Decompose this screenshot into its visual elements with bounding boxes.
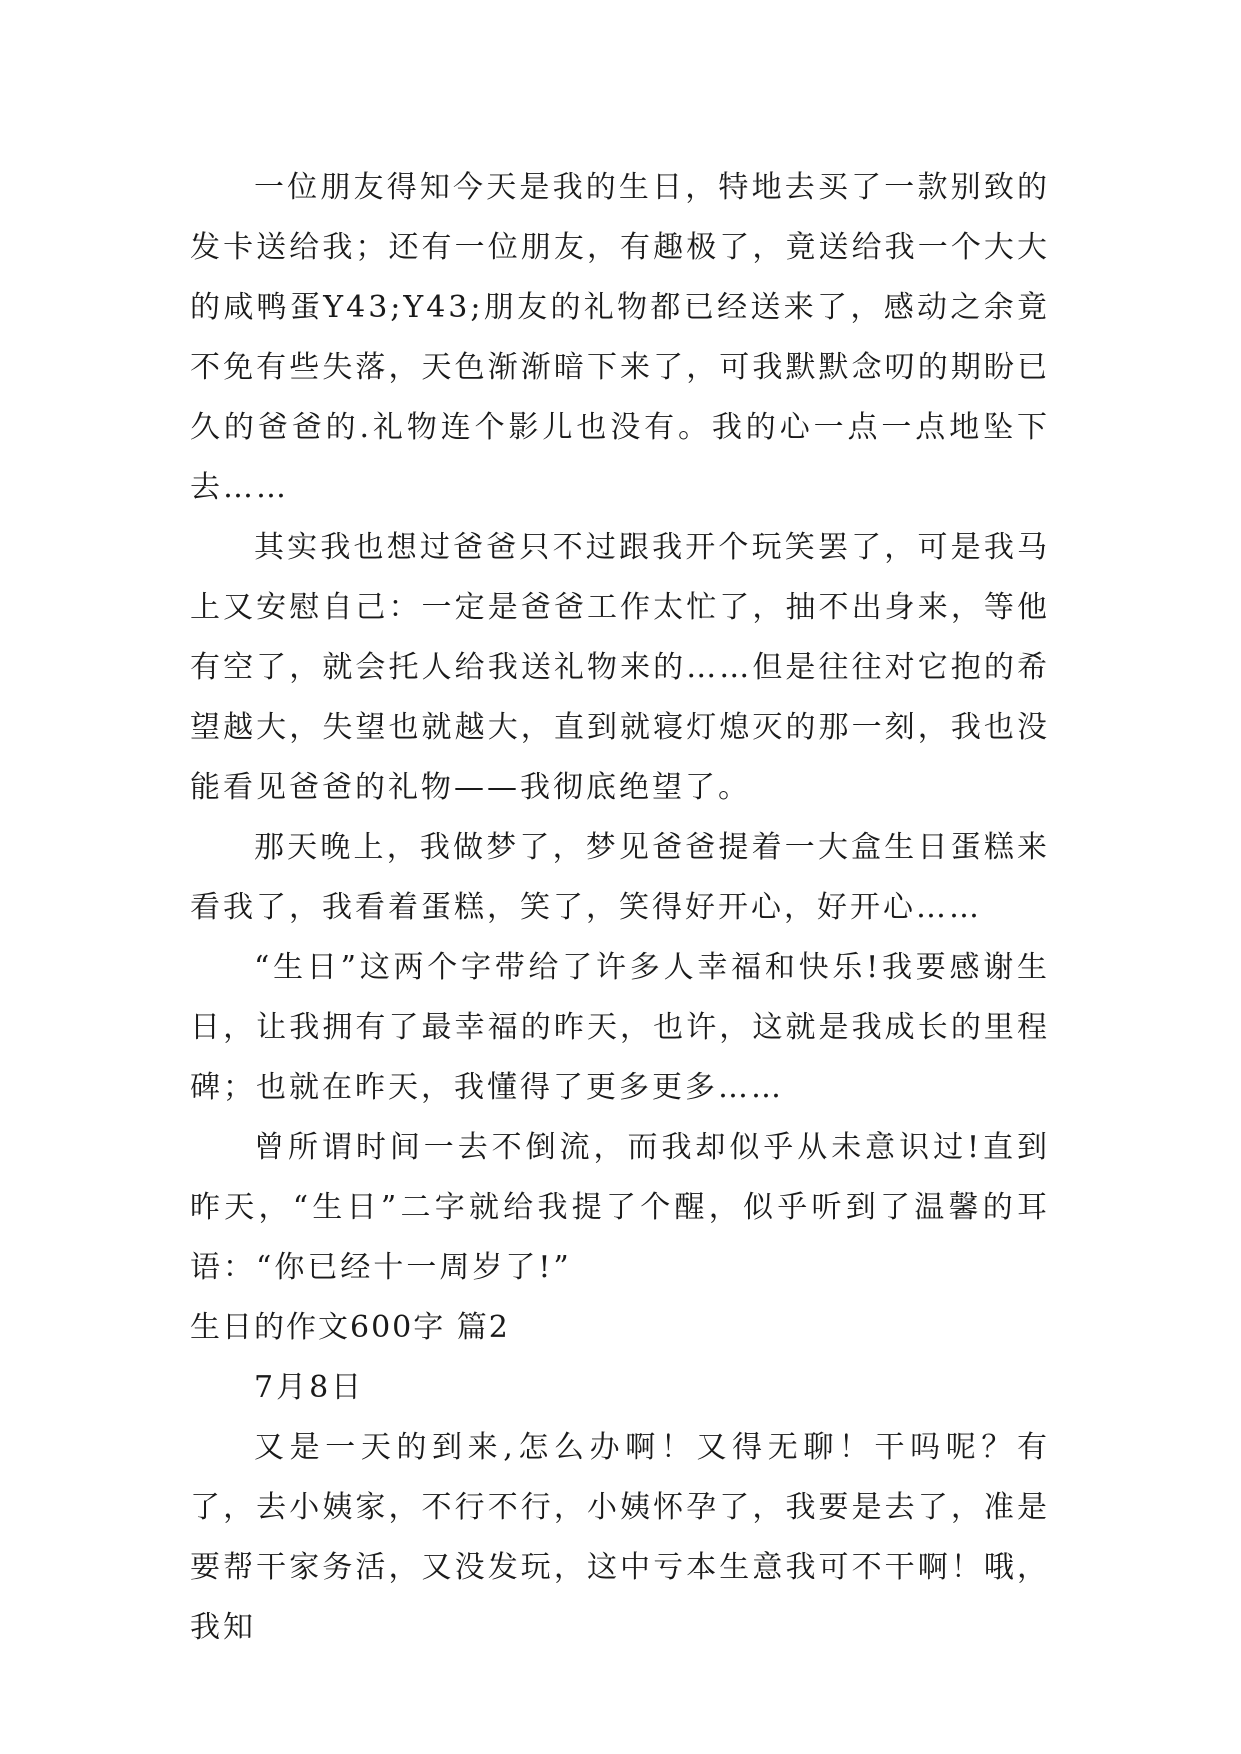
paragraph-3: 那天晚上，我做梦了，梦见爸爸提着一大盒生日蛋糕来看我了，我看着蛋糕，笑了，笑得好开心，好开心…… xyxy=(190,830,1050,925)
paragraph-1: 一位朋友得知今天是我的生日，特地去买了一款别致的发卡送给我；还有一位朋友，有趣极了，竟送给我一个大大的咸鸭蛋Y43;Y43;朋友的礼物都已经送来了，感动之余竟不免有些失落，天色渐渐暗下来了，可我默默念叨的期盼已久的爸爸的.礼物连个影儿也没有。我的心一点一点地坠下去…… xyxy=(190,170,1050,505)
paragraph-2: 其实我也想过爸爸只不过跟我开个玩笑罢了，可是我马上又安慰自己：一定是爸爸工作太忙了，抽不出身来，等他有空了，就会托人给我送礼物来的……但是往往对它抱的希望越大，失望也就越大，直到就寝灯熄灭的那一刻，我也没能看见爸爸的礼物——我彻底绝望了。 xyxy=(190,530,1050,805)
section-heading: 生日的作文600字 篇2 xyxy=(190,1310,510,1345)
date-line: 7月8日 xyxy=(254,1370,365,1405)
paragraph-4: “生日”这两个字带给了许多人幸福和快乐!我要感谢生日，让我拥有了最幸福的昨天，也许，这就是我成长的里程碑；也就在昨天，我懂得了更多更多…… xyxy=(190,950,1050,1105)
paragraph-5: 曾所谓时间一去不倒流，而我却似乎从未意识过!直到昨天，“生日”二字就给我提了个醒，似乎听到了温馨的耳语：“你已经十一周岁了!” xyxy=(190,1130,1050,1285)
document-body xyxy=(190,158,1050,1658)
paragraph-6: 又是一天的到来,怎么办啊！又得无聊！干吗呢？有了，去小姨家，不行不行，小姨怀孕了，我要是去了，准是要帮干家务活，又没发玩，这中亏本生意我可不干啊！哦，我知 xyxy=(190,1430,1050,1645)
